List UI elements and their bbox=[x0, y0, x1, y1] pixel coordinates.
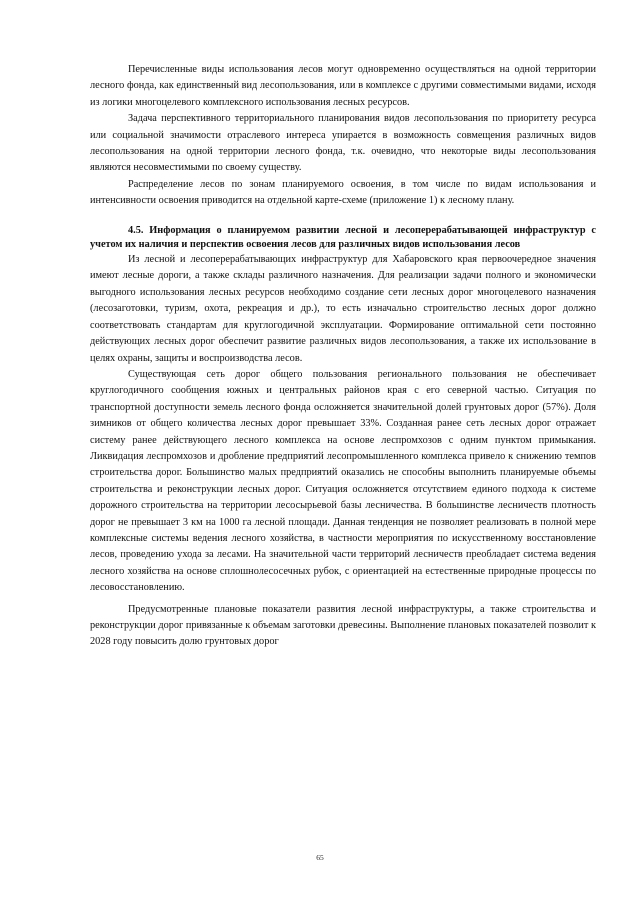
paragraph-1: Перечисленные виды использования лесов могут одновременно осуществляться на одной территории лесного фонда, как единственный вид лесопользования, или в комплексе с другими совместимыми видами, исходя из логики многоцелевого комплексного использования лесных ресурсов. bbox=[90, 64, 596, 108]
page-number: 65 bbox=[316, 853, 324, 862]
paragraph-3: Распределение лесов по зонам планируемого освоения, в том числе по видам использования и интенсивности освоения приводится на отдельной карте-схеме (приложение 1) к лесному плану. bbox=[90, 178, 596, 207]
paragraph-4: Из лесной и лесоперерабатывающих инфраструктур для Хабаровского края первоочередное значения имеют лесные дороги, а также склады различного назначения. Для реализации задачи полного и экономически выгодного использования лесных ресурсов необходимо создание сети лесных дорог многоцелевого назначения (лесозаготовки, туризм, охота, рекреация и др.), то есть изначально строительство лесных дорог должно соответствовать стандартам для круглогодичной эксплуатации. Формирование оптимальной сети постоянно действующих лесных дорог обеспечит развитие различных видов лесопользования, а также их использование в целях охраны, защиты и воспроизводства лесов. bbox=[90, 254, 596, 364]
paragraph-6: Предусмотренные плановые показатели развития лесной инфраструктуры, а также строительства и реконструкции дорог привязанные к объемам заготовки древесины. Выполнение плановых показателей позволит к 2028 году повысить долю грунтовых дорог bbox=[90, 603, 596, 648]
section-heading: 4.5. Информация о планируемом развитии лесной и лесоперерабатывающей инфраструктур с учетом их наличия и перспектив освоения лесов для различных видов использования лесов bbox=[90, 224, 596, 250]
paragraph-5: Существующая сеть дорог общего пользования регионального пользования не обеспечивает круглогодичного сообщения южных и центральных районов края с его северной частью. Ситуация по транспортной доступности земель лесного фонда осложняется значительной долей грунтовых дорог (57%). Доля зимников от общего количества лесных дорог превышает 33%. Созданная ранее сеть лесных дорог отражает систему ранее действующего лесного комплекса на основе леспромхозов с одним пунктом примыкания. Ликвидация леспромхозов и дробление предприятий лесопромышленного комплекса привело к снижению темпов строительства дорог. Большинство малых предприятий оказались не способны выполнить планируемые объемы строительства и реконструкции лесных дорог. Ситуация осложняется отсутствием единого подхода к системе дорожного строительства на территории лесосырьевой базы лесничества. В большинстве лесничеств плотность дорог не превышает 3 км на 1000 га лесной площади. Данная тенденция не позволяет реализовать в полной мере комплексные системы ведения лесного хозяйства, в частности мероприятия по искусственному восстановление лесов, проведению ухода за лесами. На значительной части территорий лесничеств преобладает система ведения лесного хозяйства на основе сплошнолесосечных рубок, с ориентацией на естественные природные процессы по лесовосстановлению. bbox=[90, 368, 596, 594]
document-page bbox=[90, 62, 596, 651]
paragraph-2: Задача перспективного территориального планирования видов лесопользования по приоритету ресурса или социальной значимости отраслевого интереса упирается в возможность совмещения различных видов лесопользования на одной территории лесного фонда, т.к. очевидно, что некоторые виды лесопользования являются несовместимыми по своему существу. bbox=[90, 113, 596, 174]
